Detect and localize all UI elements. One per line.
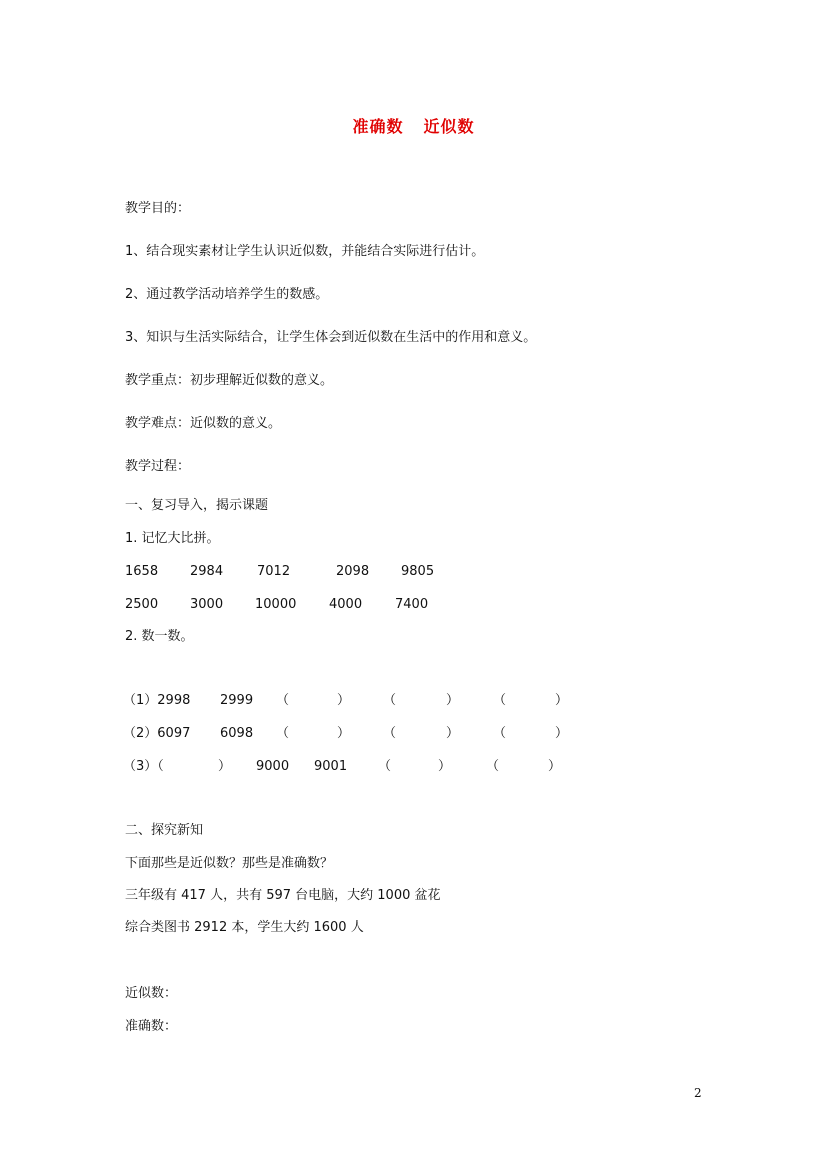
count-row-label: （1）2998 [123,693,191,708]
objective-2: 2、通过教学活动培养学生的数感。 [125,287,329,302]
title-approx: 近似数 [423,117,475,136]
difficulty: 教学难点：近似数的意义。 [125,416,282,431]
close-paren: ） [446,693,460,708]
open-paren: （ [383,726,397,741]
memory-number: 2984 [190,564,224,579]
memory-number: 2098 [336,564,370,579]
close-paren: ） [555,726,569,741]
process-heading: 教学过程： [125,459,191,474]
count-heading: 2. 数一数。 [125,629,194,644]
close-paren: ） [218,759,232,774]
section1-heading: 一、复习导入，揭示课题 [125,498,269,513]
key-point: 教学重点：初步理解近似数的意义。 [125,373,334,388]
page-number: 2 [694,1086,702,1100]
memory-number: 1658 [125,564,159,579]
sentence-2: 综合类图书 2912 本，学生大约 1600 人 [125,920,364,935]
question: 下面那些是近似数？那些是准确数？ [125,856,334,871]
open-paren: （ [378,759,392,774]
open-paren: （ [486,759,500,774]
count-number: 2999 [220,693,254,708]
count-number: 9000 [256,759,290,774]
memory-number: 3000 [190,597,224,612]
close-paren: ） [555,693,569,708]
title-exact: 准确数 [352,117,404,136]
open-paren: （ [383,693,397,708]
count-row-label: （2）6097 [123,726,191,741]
memory-number: 10000 [255,597,297,612]
memory-heading: 1. 记忆大比拼。 [125,531,220,546]
objectives-heading: 教学目的： [125,201,191,216]
section2-heading: 二、探究新知 [125,823,204,838]
memory-number: 4000 [329,597,363,612]
count-row-label: （3）（ [123,759,164,774]
close-paren: ） [548,759,562,774]
open-paren: （ [276,693,290,708]
close-paren: ） [446,726,460,741]
memory-number: 7400 [395,597,429,612]
memory-number: 7012 [257,564,291,579]
memory-number: 2500 [125,597,159,612]
count-number: 6098 [220,726,254,741]
open-paren: （ [493,693,507,708]
objective-1: 1、结合现实素材让学生认识近似数，并能结合实际进行估计。 [125,244,485,259]
sentence-1: 三年级有 417 人，共有 597 台电脑，大约 1000 盆花 [125,888,441,903]
count-number: 9001 [314,759,348,774]
open-paren: （ [493,726,507,741]
open-paren: （ [276,726,290,741]
memory-number: 9805 [401,564,435,579]
close-paren: ） [337,693,351,708]
close-paren: ） [438,759,452,774]
page-title [0,114,827,137]
close-paren: ） [337,726,351,741]
approx-label: 近似数： [125,986,178,1001]
exact-label: 准确数： [125,1019,178,1034]
objective-3: 3、知识与生活实际结合，让学生体会到近似数在生活中的作用和意义。 [125,330,537,345]
